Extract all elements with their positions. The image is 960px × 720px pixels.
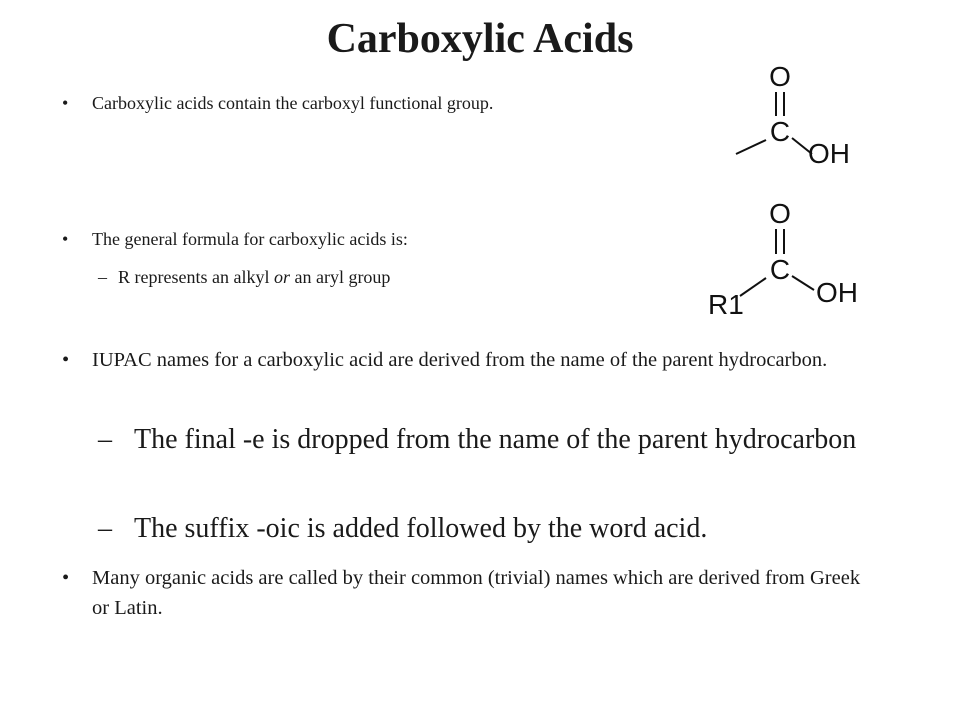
subbullet-text: The final -e is dropped from the name of the parent hydrocarbon (134, 424, 857, 455)
carbon-atom-label: C (769, 116, 791, 147)
r-group-label: R1 (708, 289, 744, 320)
subbullet-text-part: R represents an alkyl (118, 267, 274, 287)
bullet-text: Many organic acids are called by their common (trivial) names which are derived from Greek or Latin. (92, 567, 861, 619)
oxygen-atom-label: O (769, 198, 791, 229)
bullet-icon: • (62, 349, 70, 371)
carboxyl-structure (720, 58, 880, 198)
subbullet-text: The suffix -oic is added followed by the word acid. (134, 513, 708, 544)
dash-icon: – (98, 267, 107, 287)
bullet-icon: • (62, 229, 69, 249)
subbullet-text-italic: or (273, 267, 290, 287)
carbon-atom-label: C (769, 254, 791, 285)
bullet-text: Carboxylic acids contain the carboxyl functional group. (92, 93, 494, 113)
r-group-bond-line (740, 278, 766, 296)
alkyl-bond-line (736, 140, 766, 154)
slide-title: Carboxylic Acids (326, 16, 634, 62)
subbullet-text-part: an aryl group (289, 267, 391, 287)
bullet-text: The general formula for carboxylic acids is: (92, 229, 408, 249)
hydroxyl-group-label: OH (816, 277, 858, 308)
bullet-text: IUPAC names for a carboxylic acid are derived from the name of the parent hydrocarbon. (92, 349, 828, 371)
dash-icon: – (98, 513, 112, 544)
dash-icon: – (98, 424, 112, 455)
bullet-icon: • (62, 93, 69, 113)
bullet-icon: • (62, 567, 70, 589)
hydroxyl-group-label: OH (808, 138, 850, 169)
oxygen-atom-label: O (769, 61, 791, 92)
hydroxyl-bond-line (792, 276, 814, 290)
general-formula-structure (700, 196, 880, 326)
